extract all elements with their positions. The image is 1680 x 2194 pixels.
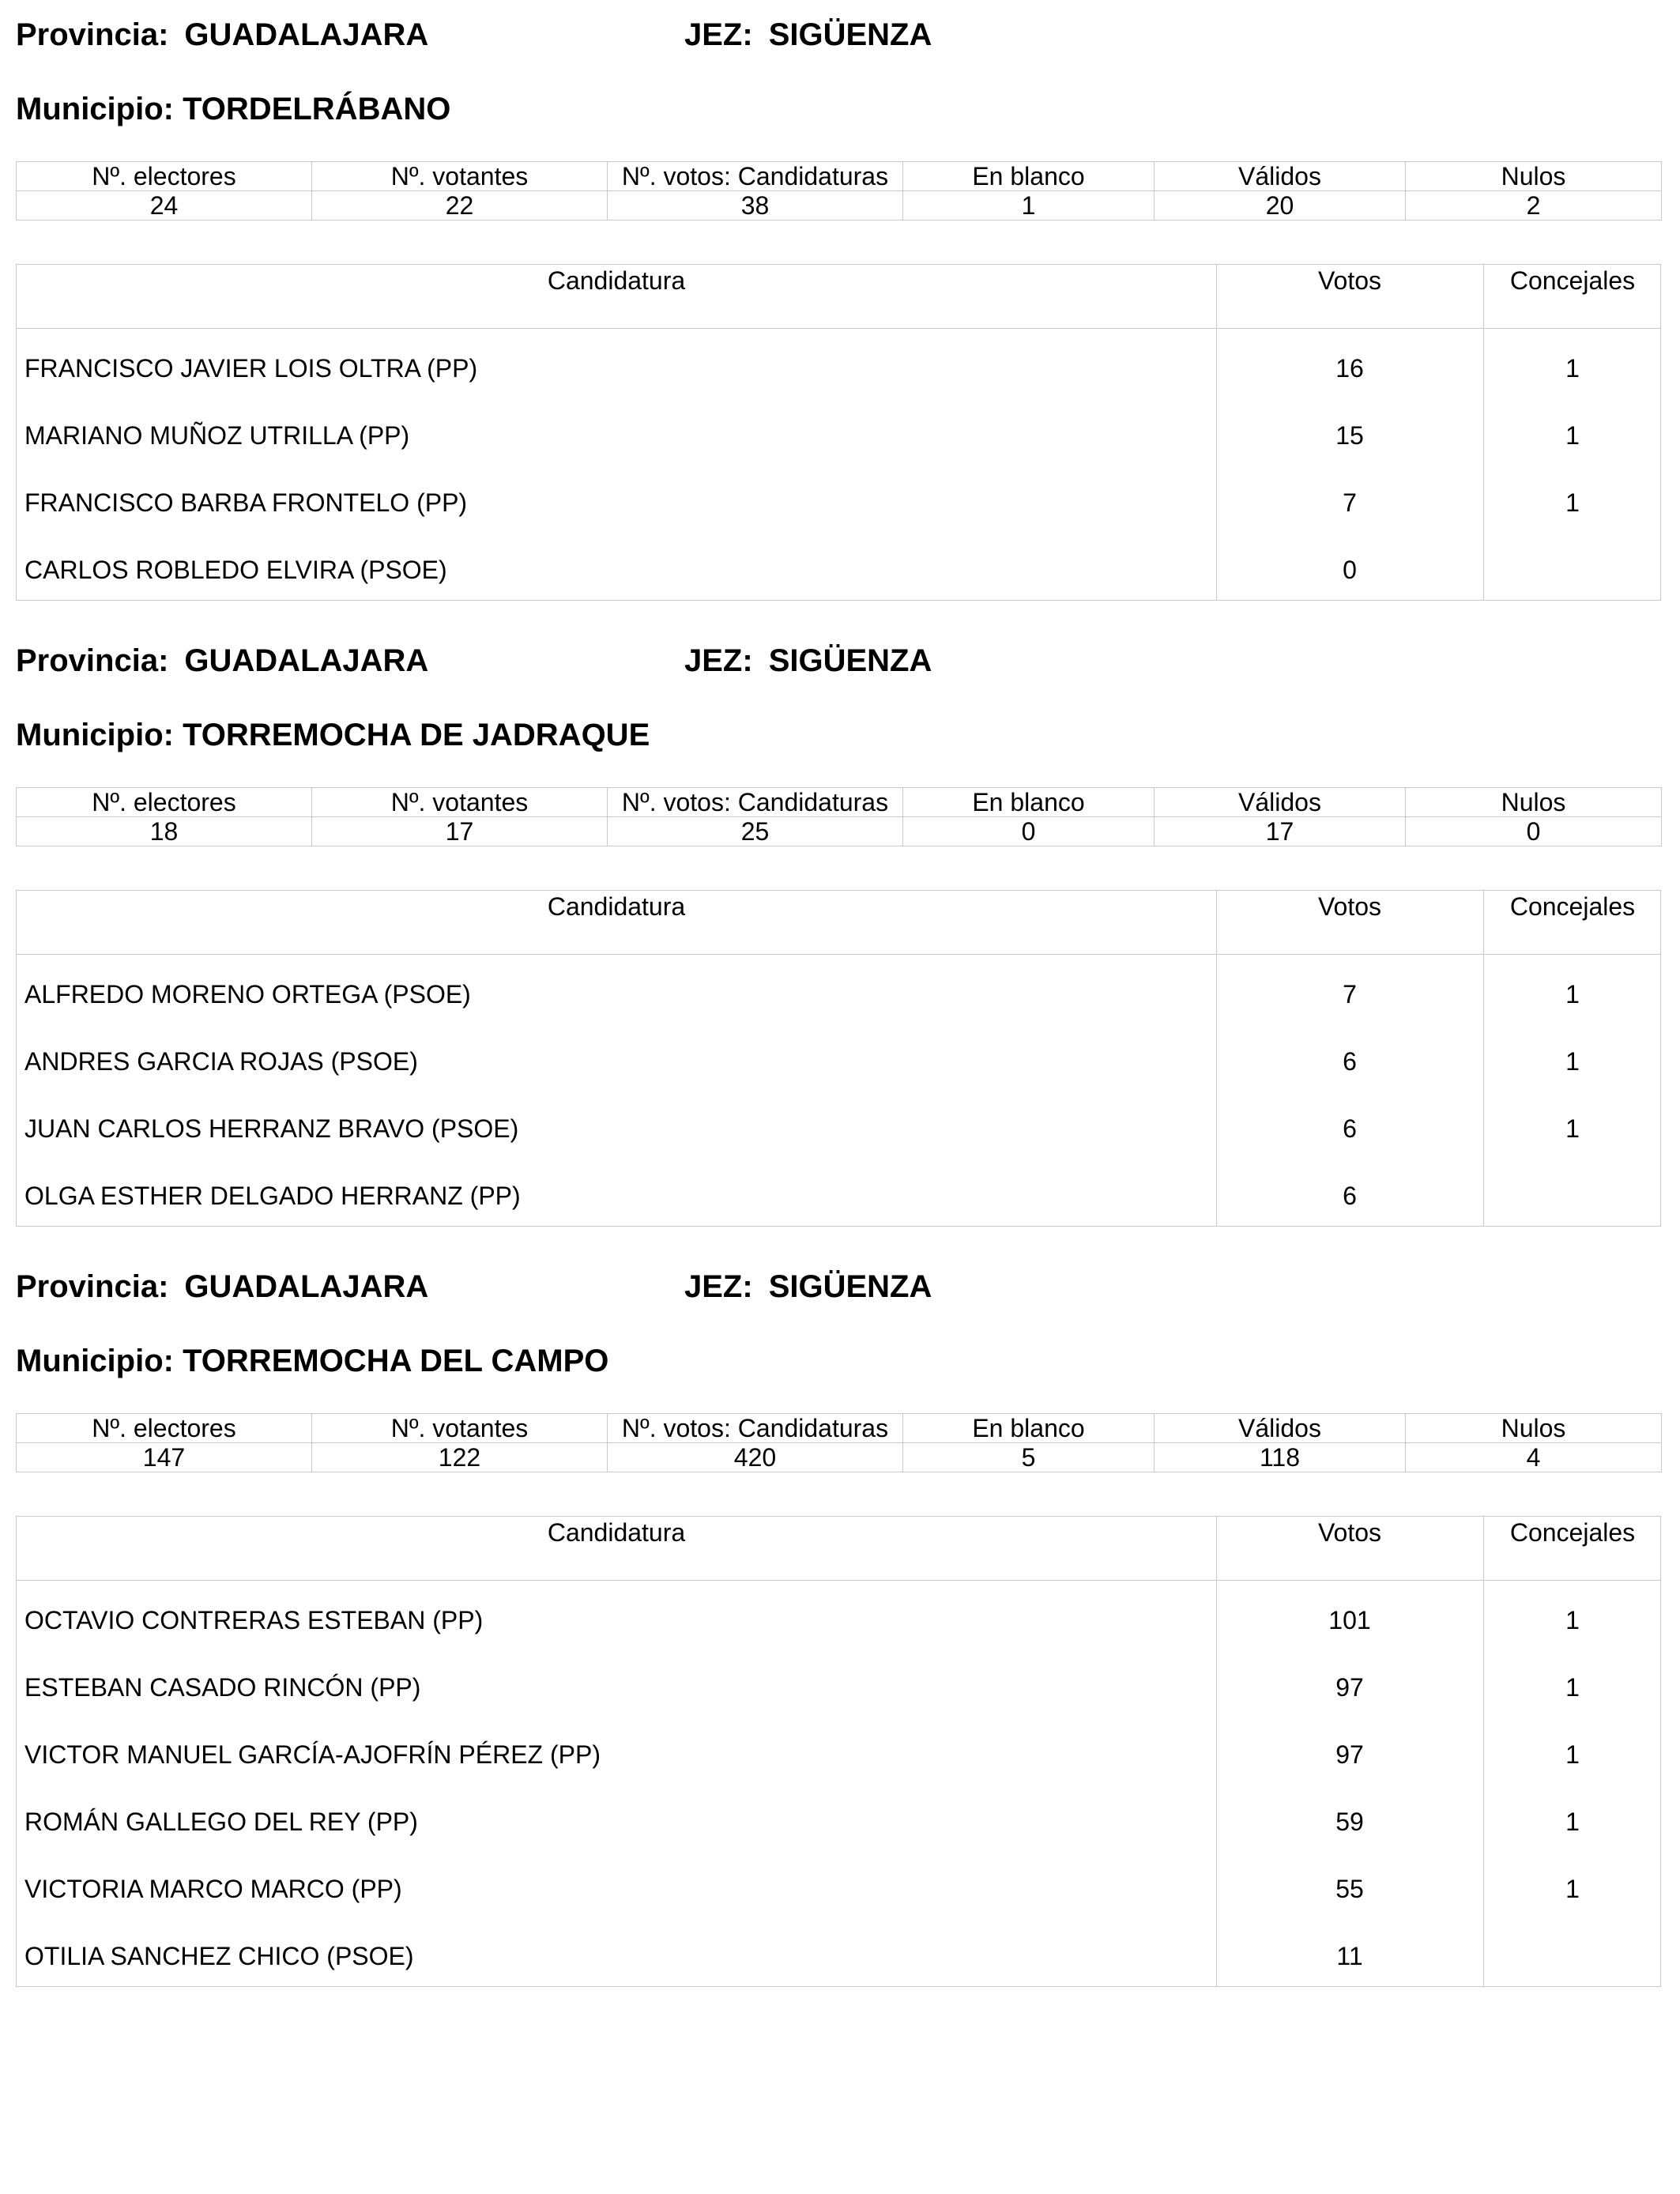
candidate-name: OLGA ESTHER DELGADO HERRANZ (PP) (24, 1182, 521, 1210)
summary-header-votantes: Nº. votantes (312, 162, 608, 191)
candidate-row (17, 1109, 1662, 1148)
summary-value-validos: 17 (1155, 817, 1406, 846)
header-divider (17, 954, 1660, 955)
summary-table (16, 161, 1662, 221)
summary-value-nulos: 4 (1406, 1443, 1662, 1472)
municipio-value: TORREMOCHA DE JADRAQUE (183, 718, 650, 752)
summary-header-row (17, 1414, 1662, 1443)
candidate-concejales: 1 (1565, 1740, 1580, 1769)
summary-value-en-blanco: 1 (903, 191, 1155, 221)
jez-line (684, 1268, 932, 1306)
candidate-row (17, 1176, 1662, 1216)
candidate-row (17, 550, 1662, 590)
summary-value-electores: 147 (17, 1443, 312, 1472)
summary-header-votantes: Nº. votantes (312, 1414, 608, 1443)
candidate-row (17, 1936, 1662, 1976)
candidate-concejales: 1 (1565, 1114, 1580, 1143)
candidatura-header: Candidatura (547, 892, 686, 921)
jez-label: JEZ: (684, 17, 753, 52)
municipio-line (16, 716, 650, 754)
summary-header-en-blanco: En blanco (903, 1414, 1155, 1443)
candidate-votos: 97 (1335, 1673, 1364, 1702)
summary-value-votos-candidaturas: 420 (608, 1443, 903, 1472)
provincia-value: GUADALAJARA (184, 17, 429, 52)
candidate-name: VICTORIA MARCO MARCO (PP) (24, 1875, 402, 1903)
municipio-value: TORREMOCHA DEL CAMPO (183, 1344, 609, 1378)
summary-header-votos-candidaturas: Nº. votos: Candidaturas (608, 162, 903, 191)
summary-table (16, 1413, 1662, 1472)
summary-value-validos: 20 (1155, 191, 1406, 221)
candidate-concejales: 1 (1565, 1606, 1580, 1634)
summary-header-nulos: Nulos (1406, 162, 1662, 191)
municipio-label: Municipio: (16, 1344, 174, 1378)
summary-value-row (17, 817, 1662, 846)
provincia-label: Provincia: (16, 643, 169, 678)
candidate-row (17, 1802, 1662, 1842)
summary-header-validos: Válidos (1155, 1414, 1406, 1443)
summary-header-en-blanco: En blanco (903, 162, 1155, 191)
provincia-label: Provincia: (16, 17, 169, 52)
candidates-table (16, 264, 1661, 601)
candidate-row (17, 1668, 1662, 1707)
summary-value-nulos: 2 (1406, 191, 1662, 221)
candidate-votos: 11 (1336, 1942, 1363, 1970)
summary-value-electores: 24 (17, 191, 312, 221)
candidate-votos: 97 (1335, 1740, 1364, 1769)
summary-header-nulos: Nulos (1406, 788, 1662, 817)
candidatura-header: Candidatura (547, 1518, 686, 1547)
summary-value-en-blanco: 0 (903, 817, 1155, 846)
jez-value: SIGÜENZA (768, 1269, 932, 1304)
candidate-votos: 59 (1335, 1808, 1364, 1836)
votos-header: Votos (1317, 892, 1382, 921)
candidate-concejales: 1 (1565, 421, 1580, 450)
jez-line (684, 642, 932, 680)
candidate-votos: 6 (1343, 1114, 1357, 1143)
summary-value-row (17, 191, 1662, 221)
provincia-line (16, 16, 428, 54)
municipio-label: Municipio: (16, 718, 174, 752)
jez-label: JEZ: (684, 643, 753, 678)
jez-line (684, 16, 932, 54)
municipio-line (16, 90, 450, 128)
summary-header-validos: Válidos (1155, 162, 1406, 191)
candidate-name: VICTOR MANUEL GARCÍA-AJOFRÍN PÉREZ (PP) (24, 1740, 601, 1769)
summary-value-en-blanco: 5 (903, 1443, 1155, 1472)
candidate-votos: 0 (1343, 556, 1357, 584)
summary-header-votos-candidaturas: Nº. votos: Candidaturas (608, 788, 903, 817)
candidate-votos: 16 (1335, 354, 1364, 383)
candidate-name: MARIANO MUÑOZ UTRILLA (PP) (24, 421, 410, 450)
summary-header-votos-candidaturas: Nº. votos: Candidaturas (608, 1414, 903, 1443)
candidate-votos: 101 (1328, 1606, 1371, 1634)
candidate-concejales: 1 (1565, 1673, 1580, 1702)
candidate-concejales: 1 (1565, 1875, 1580, 1903)
summary-value-electores: 18 (17, 817, 312, 846)
candidate-row (17, 1600, 1662, 1640)
concejales-header: Concejales (1509, 266, 1636, 295)
candidate-row (17, 483, 1662, 522)
candidate-name: JUAN CARLOS HERRANZ BRAVO (PSOE) (24, 1114, 519, 1143)
candidate-name: ESTEBAN CASADO RINCÓN (PP) (24, 1673, 421, 1702)
candidate-row (17, 1869, 1662, 1909)
candidate-votos: 7 (1343, 980, 1357, 1008)
header-divider (17, 1580, 1660, 1581)
candidates-table (16, 890, 1661, 1227)
candidate-row (17, 974, 1662, 1014)
jez-value: SIGÜENZA (768, 17, 932, 52)
candidatura-header: Candidatura (547, 266, 686, 295)
summary-header-validos: Válidos (1155, 788, 1406, 817)
header-divider (17, 328, 1660, 329)
candidate-votos: 7 (1343, 488, 1357, 517)
candidates-table (16, 1516, 1661, 1987)
provincia-label: Provincia: (16, 1269, 169, 1304)
concejales-header: Concejales (1509, 1518, 1636, 1547)
summary-header-votantes: Nº. votantes (312, 788, 608, 817)
candidate-row (17, 349, 1662, 388)
summary-header-electores: Nº. electores (17, 1414, 312, 1443)
votos-header: Votos (1317, 1518, 1382, 1547)
summary-table (16, 787, 1662, 846)
candidate-votos: 6 (1343, 1047, 1357, 1076)
candidate-concejales: 1 (1565, 1047, 1580, 1076)
summary-value-row (17, 1443, 1662, 1472)
municipio-value: TORDELRÁBANO (183, 92, 451, 126)
summary-header-nulos: Nulos (1406, 1414, 1662, 1443)
jez-label: JEZ: (684, 1269, 753, 1304)
provincia-line (16, 642, 428, 680)
candidate-votos: 15 (1335, 421, 1364, 450)
summary-value-validos: 118 (1155, 1443, 1406, 1472)
municipio-label: Municipio: (16, 92, 174, 126)
votos-header: Votos (1317, 266, 1382, 295)
summary-value-votantes: 122 (312, 1443, 608, 1472)
candidate-name: FRANCISCO JAVIER LOIS OLTRA (PP) (24, 354, 478, 383)
provincia-line (16, 1268, 428, 1306)
candidate-concejales: 1 (1565, 1808, 1580, 1836)
summary-header-row (17, 788, 1662, 817)
provincia-value: GUADALAJARA (184, 643, 429, 678)
summary-header-electores: Nº. electores (17, 162, 312, 191)
summary-header-row (17, 162, 1662, 191)
jez-value: SIGÜENZA (768, 643, 932, 678)
provincia-value: GUADALAJARA (184, 1269, 429, 1304)
candidate-name: OCTAVIO CONTRERAS ESTEBAN (PP) (24, 1606, 484, 1634)
candidate-votos: 55 (1335, 1875, 1364, 1903)
summary-value-votantes: 22 (312, 191, 608, 221)
summary-header-electores: Nº. electores (17, 788, 312, 817)
candidate-name: ANDRES GARCIA ROJAS (PSOE) (24, 1047, 418, 1076)
candidate-name: FRANCISCO BARBA FRONTELO (PP) (24, 488, 468, 517)
candidate-row (17, 1042, 1662, 1081)
candidate-name: OTILIA SANCHEZ CHICO (PSOE) (24, 1942, 414, 1970)
candidate-row (17, 1735, 1662, 1774)
municipio-line (16, 1342, 608, 1380)
candidate-concejales: 1 (1565, 354, 1580, 383)
candidate-concejales: 1 (1565, 980, 1580, 1008)
candidate-votos: 6 (1343, 1182, 1357, 1210)
candidate-row (17, 416, 1662, 455)
summary-header-en-blanco: En blanco (903, 788, 1155, 817)
candidate-concejales: 1 (1565, 488, 1580, 517)
summary-value-votantes: 17 (312, 817, 608, 846)
candidate-name: ROMÁN GALLEGO DEL REY (PP) (24, 1808, 418, 1836)
summary-value-votos-candidaturas: 25 (608, 817, 903, 846)
summary-value-votos-candidaturas: 38 (608, 191, 903, 221)
summary-value-nulos: 0 (1406, 817, 1662, 846)
candidate-name: CARLOS ROBLEDO ELVIRA (PSOE) (24, 556, 447, 584)
candidate-name: ALFREDO MORENO ORTEGA (PSOE) (24, 980, 471, 1008)
concejales-header: Concejales (1509, 892, 1636, 921)
